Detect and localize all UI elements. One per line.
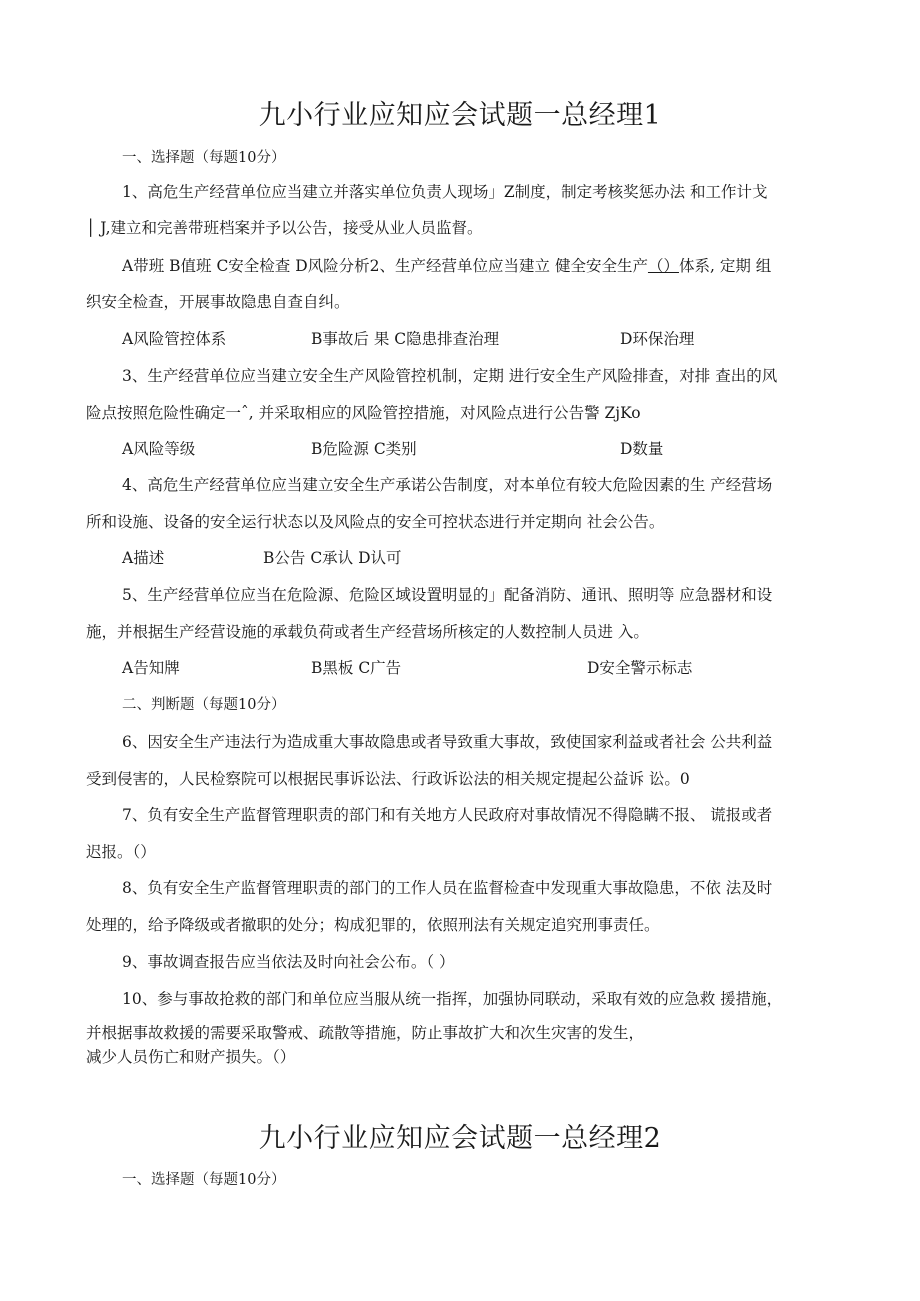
section-heading-judgment: 二、判断题（每题10分） (122, 697, 286, 713)
option: A风险管控体系 (122, 330, 227, 348)
question-6-line-1: 6、因安全生产违法行为造成重大事故隐患或者导致重大事故，致使国家利益或者社会 公共利益 (122, 733, 773, 751)
option: B事故后 果 C隐患排查治理 (311, 330, 500, 348)
question-10-line-2: 并根据事故救援的需要采取警戒、疏散等措施，防止事故扩大和次生灾害的发生， (86, 1024, 645, 1042)
question-7-line-1: 7、负有安全生产监督管理职责的部门和有关地方人民政府对事故情况不得隐瞒不报、 谎报或者 (122, 806, 773, 824)
option: D安全警示标志 (587, 659, 693, 677)
question-10-line-3: 减少人员伤亡和财产损失。（） (86, 1048, 296, 1066)
option: A描述 (122, 549, 165, 567)
question-3-line-2: 险点按照危险性确定一ˆ, 并采取相应的风险管控措施，对风险点进行公告警 ZjKo (86, 404, 641, 422)
question-5-line-1: 5、生产经营单位应当在危险源、危险区域设置明显的」配备消防、通讯、照明等 应急器材和设 (122, 586, 773, 604)
question-4-line-2: 所和设施、设备的安全运行状态以及风险点的安全可控状态进行并定期向 社会公告。 (86, 513, 665, 531)
option: B黑板 C广告 (311, 659, 402, 677)
question-10-line-1: 10、参与事故抢救的部门和单位应当服从统一指挥，加强协同联动，采取有效的应急救 援措施， (122, 990, 783, 1008)
page-2-section-heading-choice: 一、选择题（每题10分） (122, 1172, 286, 1188)
question-5-line-2: 施，并根据生产经营设施的承载负荷或者生产经营场所核定的人数控制人员进 入。 (86, 623, 649, 641)
question-6-line-2: 受到侵害的，人民检察院可以根据民事诉讼法、行政诉讼法的相关规定提起公益诉 讼。0 (86, 770, 690, 788)
option: B危险源 C类别 (311, 440, 417, 458)
option: D数量 (620, 440, 664, 458)
question-8-line-1: 8、负有安全生产监督管理职责的部门的工作人员在监督检查中发现重大事故隐患，不依 法及时 (122, 879, 773, 897)
question-1-line-2: │ J,建立和完善带班档案并予以公告，接受从业人员监督。 (86, 219, 483, 237)
question-7-line-2: 迟报。（） (86, 843, 156, 861)
options-text: A带班 B值班 C安全检查 D风险分析2、生产经营单位应当建立 健全安全生产 (122, 257, 648, 275)
page-2-title: 九小行业应知应会试题一总经理2 (258, 1123, 662, 1154)
question-3-line-1: 3、生产经营单位应当建立安全生产风险管控机制，定期 进行安全生产风险排查，对排 查出的风 (122, 367, 778, 385)
section-heading-choice: 一、选择题（每题10分） (122, 150, 286, 166)
option: A风险等级 (122, 440, 196, 458)
option: A告知牌 (122, 659, 180, 677)
question-1-line-1: 1、高危生产经营单位应当建立并落实单位负责人现场」Z制度，制定考核奖惩办法 和工作计戈 (122, 183, 768, 201)
question-4-line-1: 4、高危生产经营单位应当建立安全生产承诺公告制度，对本单位有较大危险因素的生 产经营场 (122, 476, 773, 494)
page-title: 九小行业应知应会试题一总经理1 (258, 100, 662, 131)
question-2-tail: 体系, 定期 组 (678, 257, 772, 275)
answer-blank: （） (647, 257, 679, 275)
question-9-line-1: 9、事故调查报告应当依法及时向社会公布。（ ） (122, 953, 455, 971)
question-8-line-2: 处理的，给予降级或者撤职的处分；构成犯罪的，依照刑法有关规定追究刑事责任。 (86, 916, 660, 934)
question-2-line-2: 织安全检查，开展事故隐患自查自纠。 (86, 293, 350, 311)
option: D环保治理 (620, 330, 695, 348)
question-1-options-question-2-line-1 (122, 254, 771, 278)
option: B公告 C承认 D认可 (263, 549, 402, 567)
